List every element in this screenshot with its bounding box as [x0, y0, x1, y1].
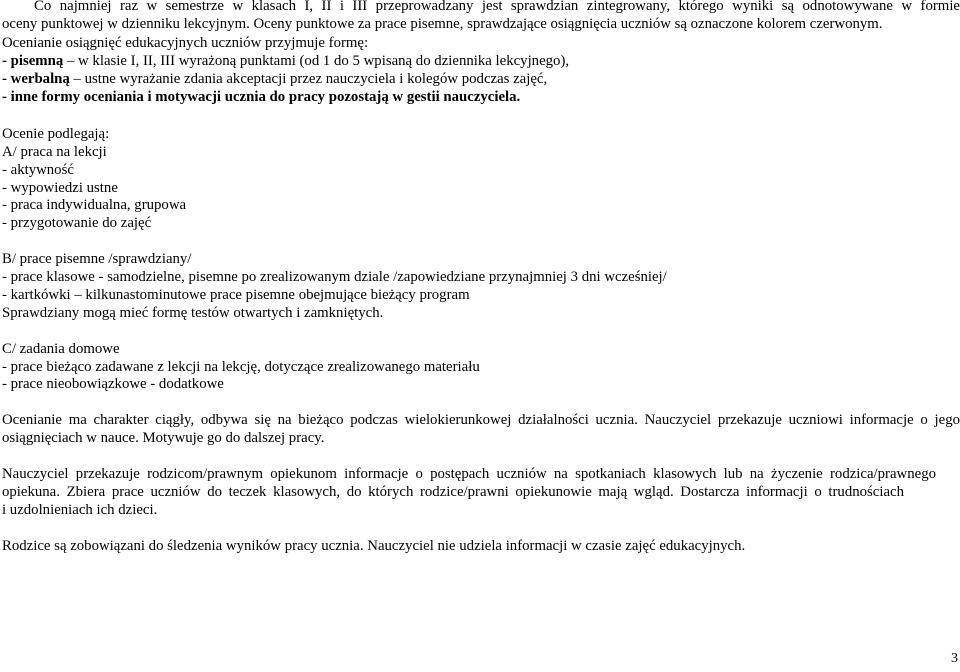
- paragraph-line: osiągnięciach w nauce. Motywuje go do dalszej pracy.: [2, 430, 325, 446]
- section-heading: C/ zadania domowe: [2, 341, 120, 357]
- list-item: - wypowiedzi ustne: [2, 180, 118, 196]
- section-heading: A/ praca na lekcji: [2, 144, 107, 160]
- paragraph-line: i uzdolnieniach ich dzieci.: [2, 502, 158, 518]
- list-item: - inne formy oceniania i motywacji ucznia do pracy pozostają w gestii nauczyciela.: [2, 89, 521, 105]
- list-item: - aktywność: [2, 162, 74, 178]
- bold-term: - werbalną: [2, 71, 70, 87]
- bold-term: - pisemną: [2, 53, 64, 69]
- paragraph-line: opiekuna. Zbiera prace uczniów do teczek klasowych, do których rodzice/prawni opiekunowie mają wgląd. Dostarcza informacji o trudnościach: [2, 484, 904, 500]
- list-item: - prace bieżąco zadawane z lekcji na lekcję, dotyczące zrealizowanego materiału: [2, 359, 480, 375]
- section-intro: Ocenie podlegają:: [2, 126, 110, 142]
- list-item: [2, 52, 569, 70]
- paragraph-line: Nauczyciel przekazuje rodzicom/prawnym opiekunom informacje o postępach uczniów na spotkaniach klasowych lub na życzenie rodzica/prawnego: [2, 466, 936, 482]
- list-item: - kartkówki – kilkunastominutowe prace pisemne obejmujące bieżący program: [2, 287, 470, 303]
- paragraph-line: Co najmniej raz w semestrze w klasach I, II i III przeprowadzany jest sprawdzian zintegrowany, którego wyniki są odnotowywane w formie: [34, 0, 960, 14]
- page-number: 3: [951, 651, 958, 666]
- paragraph-line: oceny punktowej w dzienniku lekcyjnym. Oceny punktowe za prace pisemne, sprawdzające osiągnięcia uczniów są oznaczone kolorem czerwonym.: [2, 16, 883, 32]
- paragraph-line: Ocenianie osiągnięć edukacyjnych uczniów przyjmuje formę:: [2, 35, 369, 51]
- section-heading: B/ prace pisemne /sprawdziany/: [2, 251, 192, 267]
- list-item: - praca indywidualna, grupowa: [2, 197, 187, 213]
- list-item: - prace klasowe - samodzielne, pisemne po zrealizowanym dziale /zapowiedziane przynajmniej 3 dni wcześniej/: [2, 269, 667, 285]
- paragraph-line: Ocenianie ma charakter ciągły, odbywa się na bieżąco podczas wielokierunkowej działalności ucznia. Nauczyciel przekazuje uczniowi informacje o jego: [2, 412, 960, 428]
- list-item: - prace nieobowiązkowe - dodatkowe: [2, 376, 224, 392]
- paragraph-line: Rodzice są zobowiązani do śledzenia wyników pracy ucznia. Nauczyciel nie udziela informacji w czasie zajęć edukacyjnych.: [2, 538, 746, 554]
- list-item: [2, 70, 547, 88]
- paragraph-line: Sprawdziany mogą mieć formę testów otwartych i zamkniętych.: [2, 305, 384, 321]
- list-item-text: – w klasie I, II, III wyrażoną punktami (od 1 do 5 wpisaną do dziennika lekcyjnego),: [63, 53, 570, 69]
- list-item: - przygotowanie do zajęć: [2, 215, 152, 231]
- list-item-text: – ustne wyrażanie zdania akceptacji przez nauczyciela i kolegów podczas zajęć,: [69, 71, 548, 87]
